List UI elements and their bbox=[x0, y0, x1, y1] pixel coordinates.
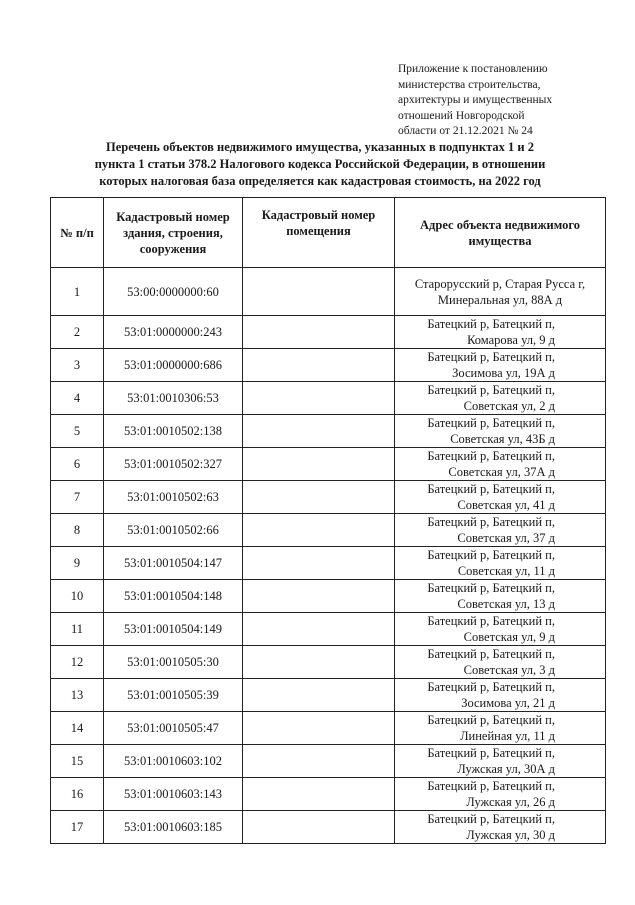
cell-number: 17 bbox=[51, 811, 104, 844]
appendix-line: Приложение к постановлению bbox=[398, 63, 548, 75]
cell-number: 15 bbox=[51, 745, 104, 778]
cell-number: 16 bbox=[51, 778, 104, 811]
header-address: Адрес объекта недвижимого имущества bbox=[395, 198, 606, 268]
appendix-line: министерства строительства, bbox=[398, 78, 541, 91]
cell-address: Батецкий р, Батецкий п, Лужская ул, 30 д bbox=[395, 811, 606, 844]
cell-building-cadastral: 53:01:0010504:147 bbox=[104, 547, 243, 580]
cell-number: 14 bbox=[51, 712, 104, 745]
cell-room-cadastral bbox=[243, 415, 395, 448]
cell-room-cadastral bbox=[243, 745, 395, 778]
table-row bbox=[51, 481, 606, 514]
cell-building-cadastral: 53:01:0010603:185 bbox=[104, 811, 243, 844]
cell-building-cadastral: 53:01:0010504:148 bbox=[104, 580, 243, 613]
cell-building-cadastral: 53:00:0000000:60 bbox=[104, 268, 243, 316]
table-row bbox=[51, 382, 606, 415]
header-building-cadastral: Кадастровый номер здания, строения, сооружения bbox=[104, 198, 243, 268]
cell-address: Батецкий р, Батецкий п, Зосимова ул, 21 д bbox=[395, 679, 606, 712]
cell-room-cadastral bbox=[243, 316, 395, 349]
title-line: которых налоговая база определяется как кадастровая стоимость, на 2022 год bbox=[99, 174, 541, 188]
cell-address: Батецкий р, Батецкий п, Советская ул, 37 д bbox=[395, 514, 606, 547]
cell-number: 5 bbox=[51, 415, 104, 448]
cell-room-cadastral bbox=[243, 448, 395, 481]
cell-number: 8 bbox=[51, 514, 104, 547]
table-row bbox=[51, 646, 606, 679]
table-header-row bbox=[51, 198, 606, 268]
cell-address: Старорусский р, Старая Русса г, Минеральная ул, 88А д bbox=[395, 268, 606, 316]
cell-building-cadastral: 53:01:0010505:47 bbox=[104, 712, 243, 745]
cell-room-cadastral bbox=[243, 382, 395, 415]
cell-number: 12 bbox=[51, 646, 104, 679]
cell-address: Батецкий р, Батецкий п, Лужская ул, 26 д bbox=[395, 778, 606, 811]
cell-room-cadastral bbox=[243, 580, 395, 613]
cell-building-cadastral: 53:01:0010502:66 bbox=[104, 514, 243, 547]
cell-building-cadastral: 53:01:0010502:327 bbox=[104, 448, 243, 481]
appendix-note bbox=[398, 62, 613, 140]
cell-building-cadastral: 53:01:0000000:243 bbox=[104, 316, 243, 349]
table-row bbox=[51, 580, 606, 613]
cell-address: Батецкий р, Батецкий п, Советская ул, 37А д bbox=[395, 448, 606, 481]
table-row bbox=[51, 415, 606, 448]
cell-address: Батецкий р, Батецкий п, Зосимова ул, 19А д bbox=[395, 349, 606, 382]
table-row bbox=[51, 712, 606, 745]
header-number: № п/п bbox=[51, 198, 104, 268]
table-row bbox=[51, 316, 606, 349]
table-row bbox=[51, 547, 606, 580]
cell-building-cadastral: 53:01:0010306:53 bbox=[104, 382, 243, 415]
table-row bbox=[51, 778, 606, 811]
title-line: пункта 1 статьи 378.2 Налогового кодекса Российской Федерации, в отношении bbox=[94, 157, 546, 171]
cell-address: Батецкий р, Батецкий п, Советская ул, 2 д bbox=[395, 382, 606, 415]
title-line: Перечень объектов недвижимого имущества, указанных в подпунктах 1 и 2 bbox=[106, 140, 534, 154]
cell-number: 6 bbox=[51, 448, 104, 481]
cell-address: Батецкий р, Батецкий п, Комарова ул, 9 д bbox=[395, 316, 606, 349]
cell-address: Батецкий р, Батецкий п, Советская ул, 3 д bbox=[395, 646, 606, 679]
cell-address: Батецкий р, Батецкий п, Советская ул, 9 д bbox=[395, 613, 606, 646]
table-row bbox=[51, 613, 606, 646]
cell-building-cadastral: 53:01:0010502:138 bbox=[104, 415, 243, 448]
table-row bbox=[51, 448, 606, 481]
cell-address: Батецкий р, Батецкий п, Линейная ул, 11 д bbox=[395, 712, 606, 745]
table-row bbox=[51, 679, 606, 712]
property-table bbox=[50, 197, 606, 844]
cell-room-cadastral bbox=[243, 613, 395, 646]
table-row bbox=[51, 811, 606, 844]
cell-room-cadastral bbox=[243, 547, 395, 580]
cell-building-cadastral: 53:01:0010505:39 bbox=[104, 679, 243, 712]
table-row bbox=[51, 514, 606, 547]
appendix-line: архитектуры и имущественных bbox=[398, 94, 553, 106]
cell-room-cadastral bbox=[243, 712, 395, 745]
cell-address: Батецкий р, Батецкий п, Советская ул, 41 д bbox=[395, 481, 606, 514]
appendix-line: отношений Новгородской bbox=[398, 109, 525, 122]
appendix-line: области от 21.12.2021 № 24 bbox=[398, 125, 533, 137]
cell-building-cadastral: 53:01:0000000:686 bbox=[104, 349, 243, 382]
cell-address: Батецкий р, Батецкий п, Лужская ул, 30А д bbox=[395, 745, 606, 778]
cell-number: 1 bbox=[51, 268, 104, 316]
cell-room-cadastral bbox=[243, 811, 395, 844]
cell-address: Батецкий р, Батецкий п, Советская ул, 43Б д bbox=[395, 415, 606, 448]
cell-number: 9 bbox=[51, 547, 104, 580]
cell-number: 3 bbox=[51, 349, 104, 382]
document-title bbox=[40, 139, 600, 190]
cell-building-cadastral: 53:01:0010504:149 bbox=[104, 613, 243, 646]
cell-room-cadastral bbox=[243, 778, 395, 811]
cell-building-cadastral: 53:01:0010603:143 bbox=[104, 778, 243, 811]
cell-building-cadastral: 53:01:0010603:102 bbox=[104, 745, 243, 778]
cell-address: Батецкий р, Батецкий п, Советская ул, 13 д bbox=[395, 580, 606, 613]
cell-number: 4 bbox=[51, 382, 104, 415]
cell-room-cadastral bbox=[243, 481, 395, 514]
cell-room-cadastral bbox=[243, 646, 395, 679]
cell-address: Батецкий р, Батецкий п, Советская ул, 11 д bbox=[395, 547, 606, 580]
cell-room-cadastral bbox=[243, 268, 395, 316]
cell-number: 10 bbox=[51, 580, 104, 613]
table-row bbox=[51, 745, 606, 778]
cell-number: 11 bbox=[51, 613, 104, 646]
cell-number: 7 bbox=[51, 481, 104, 514]
cell-number: 13 bbox=[51, 679, 104, 712]
cell-number: 2 bbox=[51, 316, 104, 349]
cell-building-cadastral: 53:01:0010502:63 bbox=[104, 481, 243, 514]
cell-room-cadastral bbox=[243, 349, 395, 382]
header-room-cadastral: Кадастровый номер помещения bbox=[243, 198, 395, 268]
cell-room-cadastral bbox=[243, 679, 395, 712]
table-row bbox=[51, 268, 606, 316]
table-row bbox=[51, 349, 606, 382]
cell-room-cadastral bbox=[243, 514, 395, 547]
cell-building-cadastral: 53:01:0010505:30 bbox=[104, 646, 243, 679]
